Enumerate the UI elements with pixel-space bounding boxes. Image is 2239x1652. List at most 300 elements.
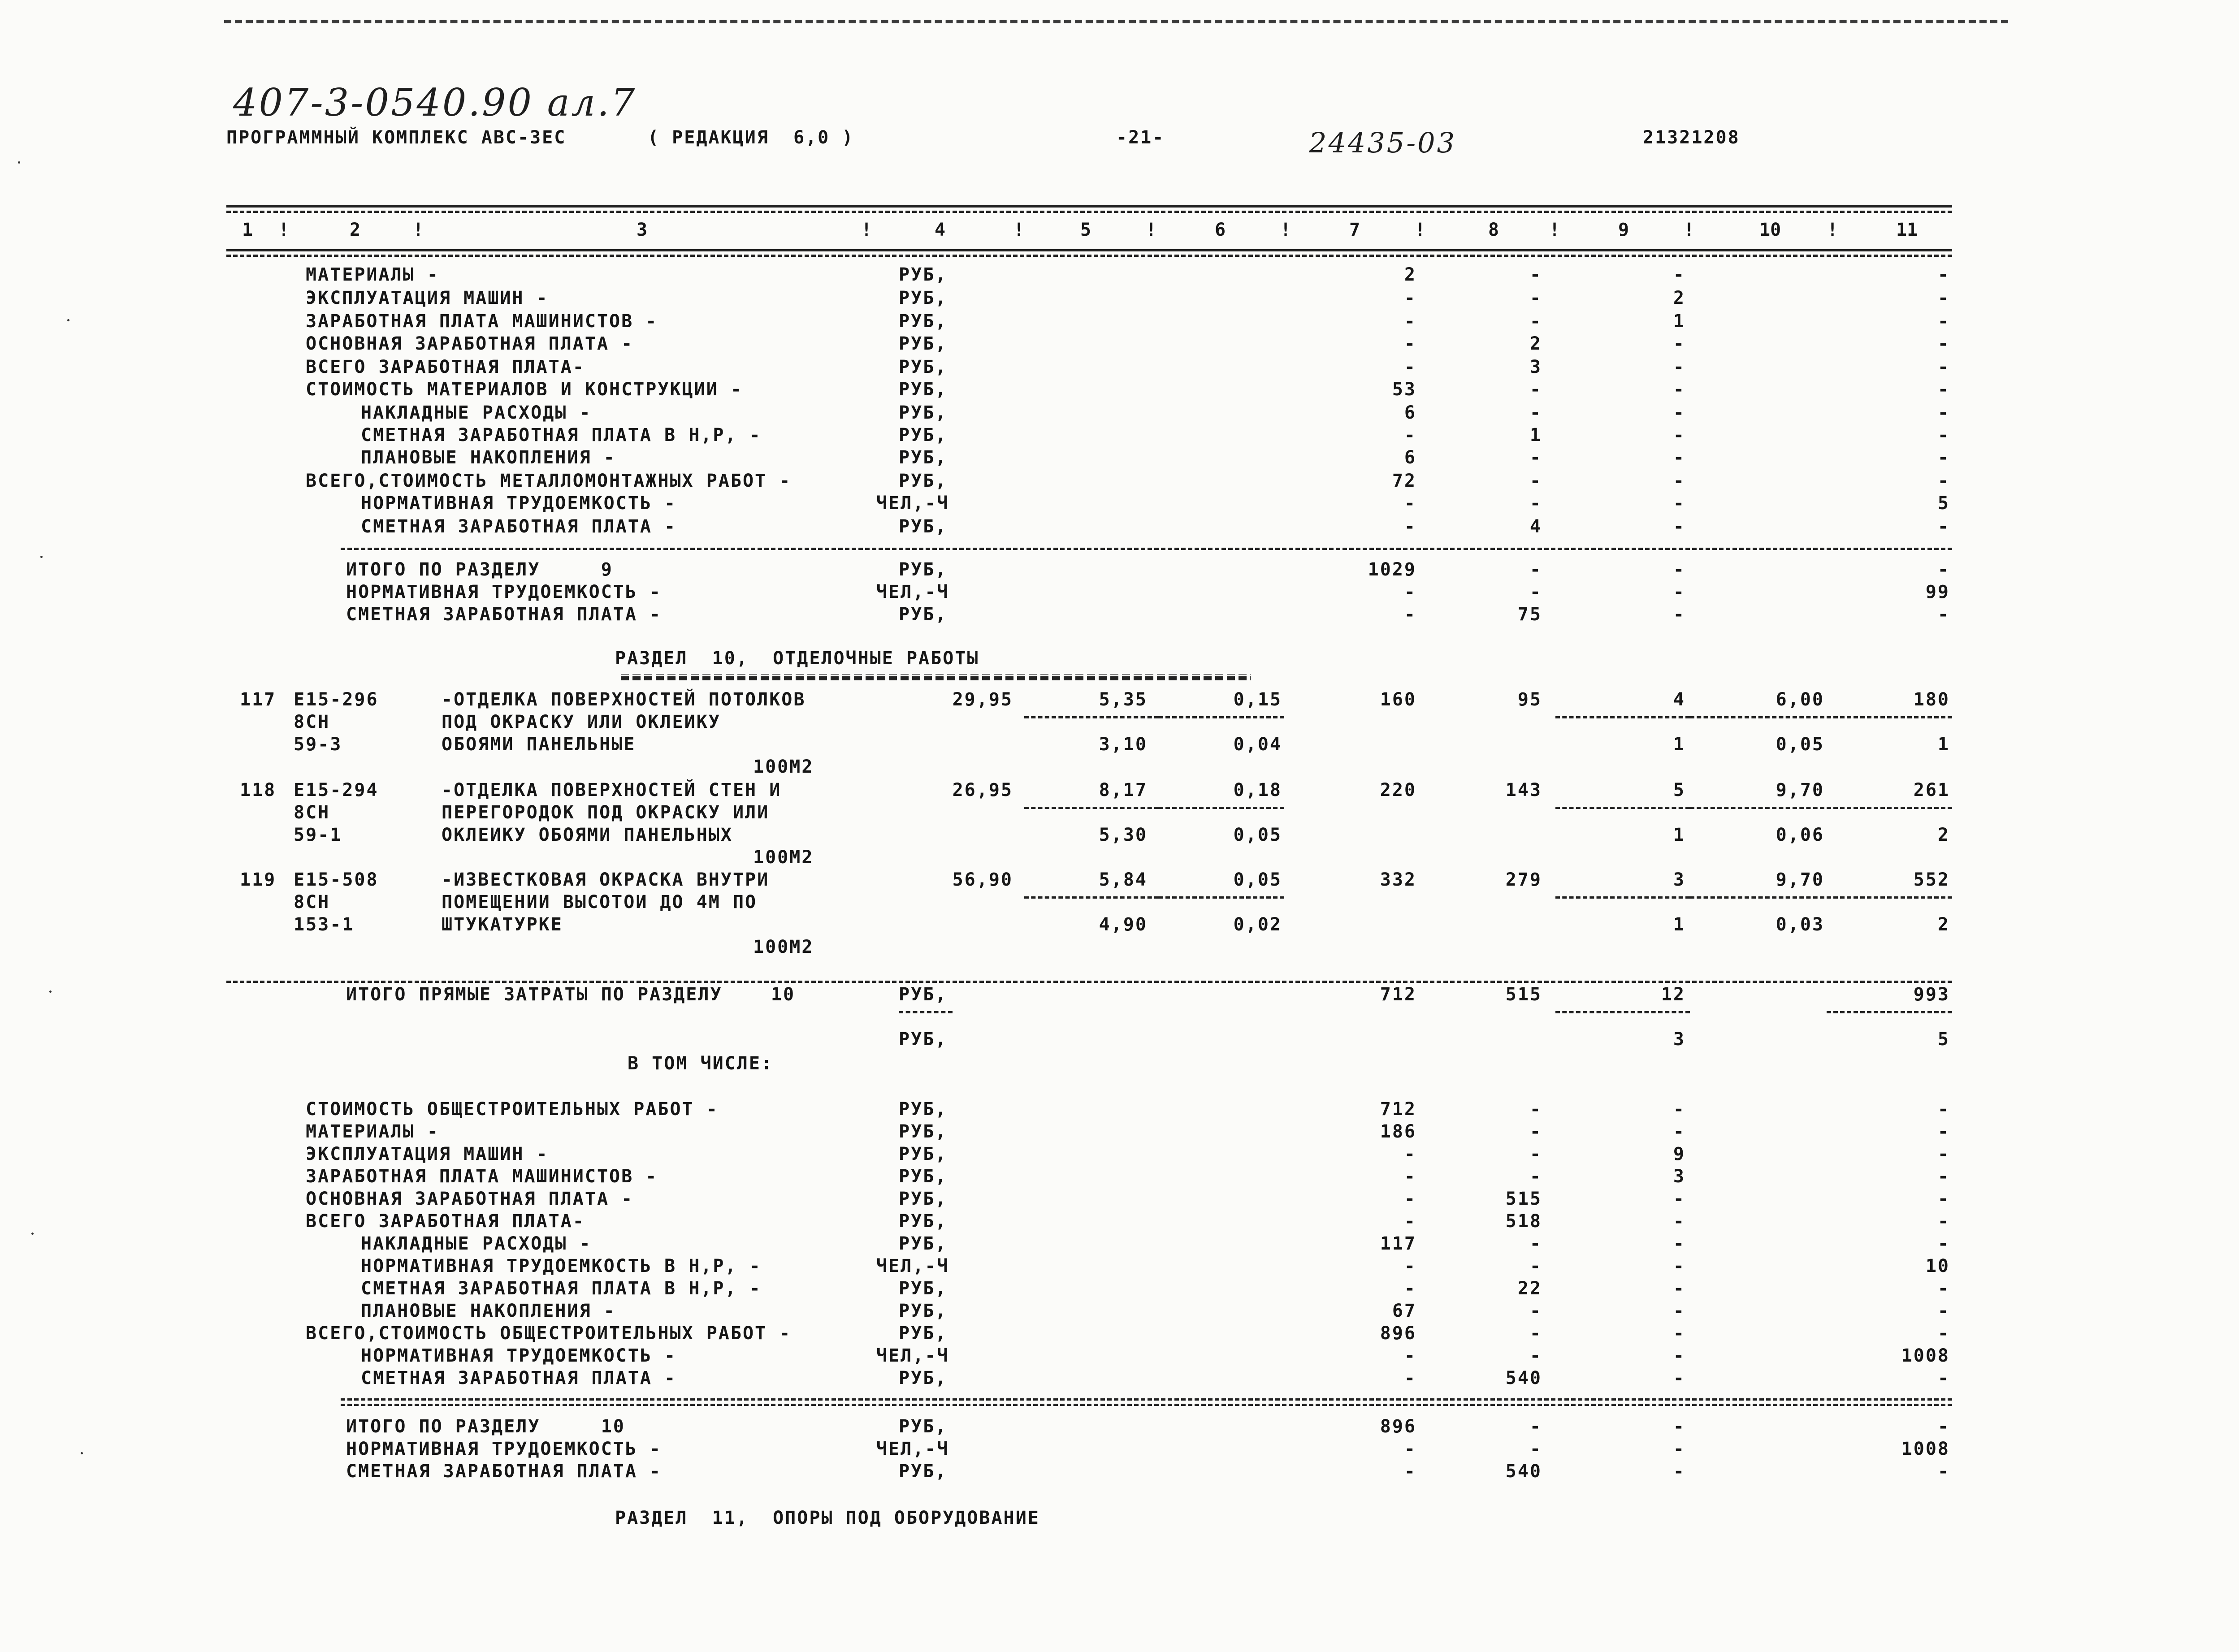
row-label: ПЛАНОВЫЕ НАКОПЛЕНИЯ - [361, 1301, 616, 1321]
summary-row [0, 582, 2239, 604]
estimate-item-line [0, 757, 2239, 779]
table-top-rule [226, 205, 1952, 208]
summary-row [0, 264, 2239, 287]
row-label: НОРМАТИВНАЯ ТРУДОЕМКОСТЬ - [361, 1345, 677, 1366]
row-label: ПЛАНОВЫЕ НАКОПЛЕНИЯ - [361, 447, 616, 468]
row-unit: ЧЕЛ,-Ч [876, 1256, 949, 1276]
col9-value: 2 [1673, 288, 1685, 308]
col10-value: 9,70 [1776, 869, 1824, 890]
col9-subrule [1555, 1011, 1690, 1013]
row-label: НОРМАТИВНАЯ ТРУДОЕМКОСТЬ - [346, 582, 662, 602]
col8-value: 2 [1529, 333, 1542, 354]
column-separator [1551, 220, 1554, 236]
section10-total-direct-row2 [0, 1029, 2239, 1051]
section10-total-direct-row [0, 984, 2239, 1007]
col11-value: 180 [1913, 689, 1950, 710]
item-code: 8СН [294, 892, 330, 912]
estimate-item-line [0, 892, 2239, 914]
item-code: Е15-294 [294, 780, 379, 800]
section10-title-underline [621, 672, 1251, 680]
table-top-rule-dashed [226, 211, 1952, 213]
col7-value: - [1404, 357, 1416, 377]
col9-value: - [1673, 447, 1685, 468]
item-description: ШТУКАТУРКЕ [442, 914, 563, 935]
column-separator [1416, 220, 1419, 236]
col6-value: 0,05 [1233, 869, 1282, 890]
col10-value: 0,03 [1776, 914, 1824, 935]
item-subrule [1690, 807, 1824, 809]
column-header-6: 6 [1215, 220, 1226, 240]
unit-subrule [899, 1011, 953, 1013]
col8-value: 75 [1517, 604, 1542, 625]
section10-items-end-rule [226, 981, 1952, 983]
estimate-item-line [0, 937, 2239, 959]
col11-value: - [1937, 1211, 1950, 1232]
summary-row [0, 1233, 2239, 1256]
col9-value: - [1673, 604, 1685, 625]
column-header-rule-dashed [226, 255, 1952, 257]
col11-value: 2 [1937, 914, 1950, 935]
row-label: НАКЛАДНЫЕ РАСХОДЫ - [361, 402, 592, 423]
summary-row [0, 471, 2239, 493]
item-quantity: 29,95 [952, 689, 1013, 710]
col8-value: 143 [1505, 780, 1542, 800]
col7-value: - [1404, 1368, 1416, 1388]
column-header-10: 10 [1759, 220, 1781, 240]
estimate-item-line [0, 869, 2239, 892]
summary-row [0, 1144, 2239, 1166]
summary-row [0, 311, 2239, 333]
col6-value: 0,02 [1233, 914, 1282, 935]
col11-value: - [1937, 471, 1950, 491]
col10-value: 0,06 [1776, 825, 1824, 845]
col11-value: - [1937, 357, 1950, 377]
col5-value: 3,10 [1099, 734, 1148, 755]
col7-value: 117 [1380, 1233, 1416, 1254]
col11-value: 1 [1937, 734, 1950, 755]
row-label: СМЕТНАЯ ЗАРАБОТНАЯ ПЛАТА В Н,Р, - [361, 425, 762, 445]
col9-value: 3 [1673, 1029, 1685, 1050]
col7-value: 712 [1380, 984, 1416, 1005]
column-separator [415, 220, 417, 236]
col8-value: 515 [1505, 984, 1542, 1005]
col9-value: - [1673, 1256, 1685, 1276]
item-code: Е15-296 [294, 689, 379, 710]
col8-value: 3 [1529, 357, 1542, 377]
col9-value: - [1673, 402, 1685, 423]
col6-value: 0,15 [1233, 689, 1282, 710]
col11-value: 1008 [1901, 1345, 1950, 1366]
col9-value: 3 [1673, 869, 1685, 890]
item-description: -ОТДЕЛКА ПОВЕРХНОСТЕЙ СТЕН И [442, 780, 782, 800]
program-name: ПРОГРАММНЫЙ КОМПЛЕКС АВС-3ЕС [226, 127, 567, 148]
col7-value: 67 [1392, 1301, 1416, 1321]
col11-value: 552 [1913, 869, 1950, 890]
col7-value: 6 [1404, 447, 1416, 468]
col8-value: - [1529, 1099, 1542, 1120]
col9-value: - [1673, 1323, 1685, 1344]
col7-value: - [1404, 1278, 1416, 1299]
summary-row [0, 1345, 2239, 1368]
summary-row [0, 1256, 2239, 1278]
row-unit: РУБ, [899, 1301, 948, 1321]
summary-row [0, 604, 2239, 627]
col11-value: - [1937, 425, 1950, 445]
row-label: СТОИМОСТЬ ОБЩЕСТРОИТЕЛЬНЫХ РАБОТ - [306, 1099, 719, 1120]
col9-value: - [1673, 1099, 1685, 1120]
col9-value: - [1673, 471, 1685, 491]
row-unit: РУБ, [899, 357, 948, 377]
item-subrule [1024, 807, 1159, 809]
item-subrule [1827, 896, 1952, 899]
col7-value: - [1404, 1256, 1416, 1276]
col8-value: 22 [1517, 1278, 1542, 1299]
col7-value: - [1404, 1166, 1416, 1187]
col8-value: - [1529, 559, 1542, 580]
col7-value: 712 [1380, 1099, 1416, 1120]
row-unit: РУБ, [899, 447, 948, 468]
col8-value: - [1529, 471, 1542, 491]
col9-value: - [1673, 357, 1685, 377]
estimate-item-line [0, 802, 2239, 825]
item-description: -ОТДЕЛКА ПОВЕРХНОСТЕЙ ПОТОЛКОВ [442, 689, 806, 710]
item-description: ОКЛЕИКУ ОБОЯМИ ПАНЕЛЬНЫХ [442, 825, 733, 845]
summary-row [0, 447, 2239, 470]
row-label: ЭКСПЛУАТАЦИЯ МАШИН - [306, 288, 549, 308]
col9-value: - [1673, 1121, 1685, 1142]
col11-value: - [1937, 1368, 1950, 1388]
col9-value: 5 [1673, 780, 1685, 800]
row-label: ОСНОВНАЯ ЗАРАБОТНАЯ ПЛАТА - [306, 1189, 634, 1209]
row-label: СТОИМОСТЬ МАТЕРИАЛОВ И КОНСТРУКЦИИ - [306, 379, 743, 400]
col8-value: - [1529, 1144, 1542, 1164]
col11-value: - [1937, 1233, 1950, 1254]
item-subrule [1690, 716, 1824, 718]
column-separator [1829, 220, 1832, 236]
row-unit: ЧЕЛ,-Ч [876, 1345, 949, 1366]
col7-value: 72 [1392, 471, 1416, 491]
col8-value: 540 [1505, 1461, 1542, 1482]
estimate-item-line [0, 780, 2239, 802]
summary-row [0, 1189, 2239, 1211]
section10-total-rule [341, 1398, 1952, 1401]
row-label: ОСНОВНАЯ ЗАРАБОТНАЯ ПЛАТА - [306, 333, 634, 354]
col8-value: 518 [1505, 1211, 1542, 1232]
col10-value: 0,05 [1776, 734, 1824, 755]
col9-value: - [1673, 1416, 1685, 1437]
top-scan-dashes [224, 20, 2008, 23]
col7-value: 2 [1404, 264, 1416, 285]
col5-value: 5,84 [1099, 869, 1148, 890]
row-label: ИТОГО ПРЯМЫЕ ЗАТРАТЫ ПО РАЗДЕЛУ 10 [346, 984, 796, 1005]
col7-value: - [1404, 604, 1416, 625]
col8-value: - [1529, 311, 1542, 332]
col11-value: 2 [1937, 825, 1950, 845]
summary-row [0, 559, 2239, 582]
item-subrule [1827, 807, 1952, 809]
col9-value: - [1673, 1345, 1685, 1366]
col7-value: 896 [1380, 1323, 1416, 1344]
col5-value: 5,30 [1099, 825, 1148, 845]
col9-value: - [1673, 1439, 1685, 1459]
col8-value: 279 [1505, 869, 1542, 890]
col7-value: - [1404, 582, 1416, 602]
item-quantity: 26,95 [952, 780, 1013, 800]
estimate-item-line [0, 712, 2239, 734]
item-code: 59-1 [294, 825, 342, 845]
column-header-row [226, 220, 1952, 239]
col8-value: - [1529, 264, 1542, 285]
item-code: 153-1 [294, 914, 355, 935]
summary-row [0, 1278, 2239, 1301]
item-subrule [1690, 896, 1824, 899]
item-subrule [1555, 807, 1690, 809]
col11-value: - [1937, 604, 1950, 625]
page-number: -21- [1116, 127, 1165, 148]
item-description: ОБОЯМИ ПАНЕЛЬНЫЕ [442, 734, 636, 755]
row-label: НОРМАТИВНАЯ ТРУДОЕМКОСТЬ - [361, 493, 677, 514]
scan-speck [81, 1452, 83, 1454]
col11-value: - [1937, 1099, 1950, 1120]
row-label: ЗАРАБОТНАЯ ПЛАТА МАШИНИСТОВ - [306, 1166, 658, 1187]
scan-speck [31, 1233, 34, 1235]
column-header-3: 3 [637, 220, 648, 240]
col11-value: - [1937, 1416, 1950, 1437]
col8-value: - [1529, 1301, 1542, 1321]
summary-row [0, 425, 2239, 447]
row-unit: ЧЕЛ,-Ч [876, 582, 949, 602]
section11-title: РАЗДЕЛ 11, ОПОРЫ ПОД ОБОРУДОВАНИЕ [615, 1508, 1040, 1528]
item-subrule [1024, 716, 1159, 718]
col11-value: - [1937, 402, 1950, 423]
summary-row [0, 1211, 2239, 1233]
column-header-5: 5 [1080, 220, 1091, 240]
row-label: СМЕТНАЯ ЗАРАБОТНАЯ ПЛАТА - [346, 604, 662, 625]
row-unit: РУБ, [899, 1099, 948, 1120]
row-unit: ЧЕЛ,-Ч [876, 493, 949, 514]
col11-value: - [1937, 333, 1950, 354]
item-subrule [1024, 896, 1159, 899]
col7-value: 53 [1392, 379, 1416, 400]
row-unit: РУБ, [899, 516, 948, 537]
col11-value: - [1937, 264, 1950, 285]
section10-total-rule-dashed [341, 1404, 1952, 1406]
row-unit: РУБ, [899, 1461, 948, 1482]
item-number: 119 [240, 869, 277, 890]
col7-value: - [1404, 1345, 1416, 1366]
row-label: ВСЕГО ЗАРАБОТНАЯ ПЛАТА- [306, 357, 585, 377]
row-label: ВСЕГО,СТОИМОСТЬ МЕТАЛЛОМОНТАЖНЫХ РАБОТ - [306, 471, 792, 491]
row-unit: РУБ, [899, 1278, 948, 1299]
row-label: МАТЕРИАЛЫ - [306, 1121, 439, 1142]
col11-value: - [1937, 1144, 1950, 1164]
col11-value: - [1937, 1189, 1950, 1209]
edition-label: ( РЕДАКЦИЯ 6,0 ) [648, 127, 854, 148]
col8-value: 4 [1529, 516, 1542, 537]
row-unit: РУБ, [899, 425, 948, 445]
row-unit: РУБ, [899, 1233, 948, 1254]
col9-value: - [1673, 1301, 1685, 1321]
row-label: ВСЕГО ЗАРАБОТНАЯ ПЛАТА- [306, 1211, 585, 1232]
row-unit: РУБ, [899, 1144, 948, 1164]
column-separator [1148, 220, 1150, 236]
column-header-4: 4 [935, 220, 946, 240]
col7-value: - [1404, 425, 1416, 445]
summary-row [0, 493, 2239, 515]
summary-row [0, 357, 2239, 379]
col7-value: 220 [1380, 780, 1416, 800]
summary-row [0, 1121, 2239, 1144]
item-code: 8СН [294, 802, 330, 823]
row-unit: РУБ, [899, 333, 948, 354]
col11-value: - [1937, 1301, 1950, 1321]
summary-row [0, 1301, 2239, 1323]
estimate-item-line [0, 825, 2239, 847]
col6-value: 0,05 [1233, 825, 1282, 845]
col6-value: 0,04 [1233, 734, 1282, 755]
row-label: СМЕТНАЯ ЗАРАБОТНАЯ ПЛАТА В Н,Р, - [361, 1278, 762, 1299]
summary-row [0, 516, 2239, 539]
item-subrule [1555, 716, 1690, 718]
column-separator [280, 220, 283, 236]
including-label: В ТОМ ЧИСЛЕ: [628, 1053, 773, 1074]
item-subrule [1159, 896, 1284, 899]
row-unit: РУБ, [899, 1166, 948, 1187]
col11-value: 1008 [1901, 1439, 1950, 1459]
summary-row [0, 379, 2239, 402]
column-header-11: 11 [1896, 220, 1918, 240]
summary-row [0, 1368, 2239, 1390]
handwritten-doc-code: 407-3-0540.90 ал.7 [233, 81, 637, 125]
summary-row [0, 288, 2239, 310]
item-code: Е15-508 [294, 869, 379, 890]
col11-value: - [1937, 311, 1950, 332]
col8-value: - [1529, 1416, 1542, 1437]
col9-value: - [1673, 1211, 1685, 1232]
col10-value: 9,70 [1776, 780, 1824, 800]
col11-value: - [1937, 288, 1950, 308]
col9-value: - [1673, 582, 1685, 602]
col7-value: - [1404, 516, 1416, 537]
col11-value: 261 [1913, 780, 1950, 800]
col11-value: - [1937, 1278, 1950, 1299]
column-header-2: 2 [350, 220, 361, 240]
row-label: МАТЕРИАЛЫ - [306, 264, 439, 285]
col9-value: - [1673, 264, 1685, 285]
item-quantity: 56,90 [952, 869, 1013, 890]
scan-speck [67, 319, 69, 321]
row-label: НАКЛАДНЫЕ РАСХОДЫ - [361, 1233, 592, 1254]
col7-value: - [1404, 311, 1416, 332]
estimate-item-line [0, 847, 2239, 869]
col9-value: 3 [1673, 1166, 1685, 1187]
handwritten-doc-number: 24435-03 [1309, 126, 1457, 159]
row-label: СМЕТНАЯ ЗАРАБОТНАЯ ПЛАТА - [346, 1461, 662, 1482]
col7-value: 186 [1380, 1121, 1416, 1142]
summary-row [0, 1439, 2239, 1461]
col11-value: 10 [1925, 1256, 1950, 1276]
col8-value: - [1529, 447, 1542, 468]
row-unit: РУБ, [899, 402, 948, 423]
col9-value: 1 [1673, 734, 1685, 755]
col9-value: 1 [1673, 825, 1685, 845]
scan-speck [49, 990, 52, 993]
col8-value: - [1529, 1439, 1542, 1459]
col11-value: 99 [1925, 582, 1950, 602]
summary-row [0, 402, 2239, 425]
item-description: ПОМЕЩЕНИИ ВЫСОТОИ ДО 4М ПО [442, 892, 758, 912]
row-unit: РУБ, [899, 379, 948, 400]
col8-value: - [1529, 582, 1542, 602]
col9-value: - [1673, 425, 1685, 445]
summary-row [0, 1461, 2239, 1483]
col9-value: - [1673, 1368, 1685, 1388]
col9-value: 4 [1673, 689, 1685, 710]
col7-value: 332 [1380, 869, 1416, 890]
row-unit: РУБ, [899, 288, 948, 308]
col9-value: - [1673, 379, 1685, 400]
col9-value: - [1673, 1461, 1685, 1482]
col8-value: 1 [1529, 425, 1542, 445]
item-description: -ИЗВЕСТКОВАЯ ОКРАСКА ВНУТРИ [442, 869, 770, 890]
col9-value: - [1673, 493, 1685, 514]
item-subrule [1555, 896, 1690, 899]
item-subrule [1827, 716, 1952, 718]
col5-value: 8,17 [1099, 780, 1148, 800]
col9-value: 12 [1661, 984, 1685, 1005]
column-separator [1282, 220, 1285, 236]
col11-value: 5 [1937, 493, 1950, 514]
col11-value: 5 [1937, 1029, 1950, 1050]
col9-value: 1 [1673, 914, 1685, 935]
summary-row [0, 1099, 2239, 1121]
col11-value: - [1937, 559, 1950, 580]
col9-value: - [1673, 1233, 1685, 1254]
column-separator [863, 220, 866, 236]
row-label: ЗАРАБОТНАЯ ПЛАТА МАШИНИСТОВ - [306, 311, 658, 332]
col7-value: - [1404, 1144, 1416, 1164]
col8-value: - [1529, 1121, 1542, 1142]
col8-value: - [1529, 402, 1542, 423]
col7-value: 896 [1380, 1416, 1416, 1437]
col11-value: - [1937, 516, 1950, 537]
document-code: 21321208 [1643, 127, 1740, 148]
row-label: НОРМАТИВНАЯ ТРУДОЕМКОСТЬ - [346, 1439, 662, 1459]
col8-value: - [1529, 1323, 1542, 1344]
summary-row [0, 333, 2239, 356]
col7-value: - [1404, 288, 1416, 308]
col9-value: - [1673, 333, 1685, 354]
item-number: 117 [240, 689, 277, 710]
col9-value: - [1673, 559, 1685, 580]
scan-speck [18, 161, 20, 164]
estimate-item-line [0, 689, 2239, 712]
summary-row [0, 1416, 2239, 1439]
column-header-7: 7 [1349, 220, 1360, 240]
row-label: СМЕТНАЯ ЗАРАБОТНАЯ ПЛАТА - [361, 1368, 677, 1388]
column-header-9: 9 [1618, 220, 1629, 240]
summary-row [0, 1166, 2239, 1189]
col11-value: - [1937, 379, 1950, 400]
row-unit: ЧЕЛ,-Ч [876, 1439, 949, 1459]
col6-value: 0,18 [1233, 780, 1282, 800]
col8-value: - [1529, 1233, 1542, 1254]
col9-value: - [1673, 516, 1685, 537]
item-unit: 100М2 [753, 847, 814, 868]
column-header-1: 1 [242, 220, 253, 240]
row-unit: РУБ, [899, 1211, 948, 1232]
row-unit: РУБ, [899, 604, 948, 625]
